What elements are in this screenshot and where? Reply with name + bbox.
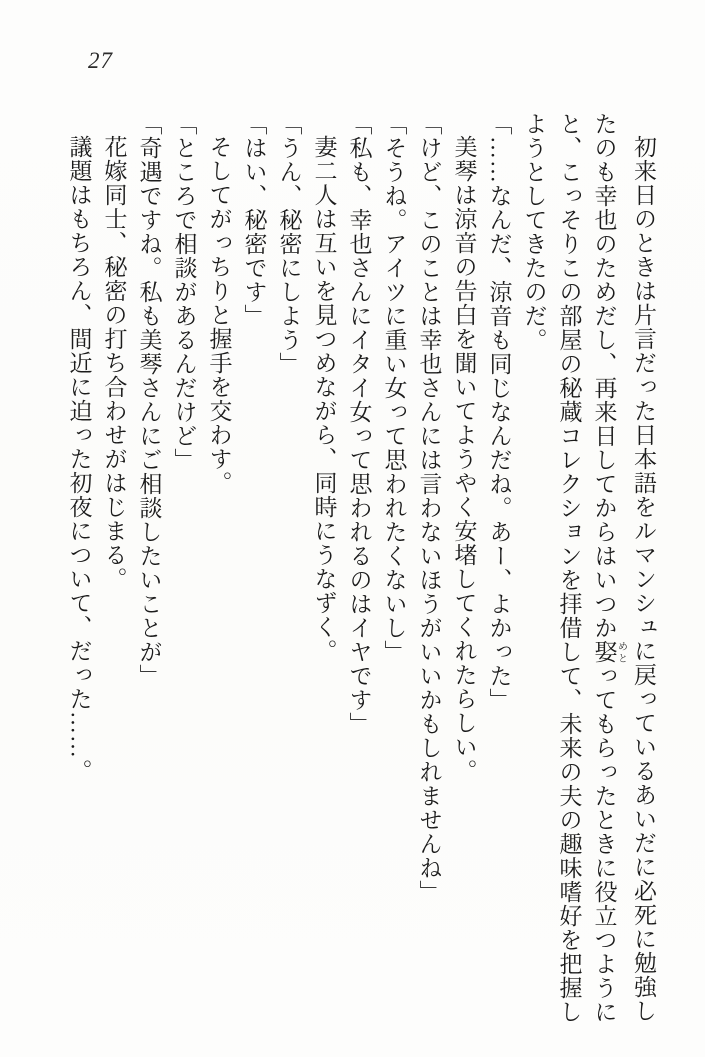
text-line: 美琴は涼音の告白を聞いてようやく安堵してくれたらしい。 <box>451 135 477 783</box>
text-line: 「私も、幸也さんにイタイ女って思われるのはイヤです」 <box>346 112 372 736</box>
text-line: そしてがっちりと握手を交わす。 <box>206 135 232 495</box>
text-line: 「そうね。アイツに重い女って思われたくないし」 <box>381 112 407 664</box>
text-line: 議題はもちろん、間近に迫った初夜について、だった……。 <box>66 135 92 783</box>
text-line: 妻二人は互いを見つめながら、同時にうなずく。 <box>311 135 337 663</box>
text-line: ようとしてきたのだ。 <box>521 112 547 352</box>
text-line: 花嫁同士、秘密の打ち合わせがはじまる。 <box>101 135 127 591</box>
furigana: めと <box>615 640 627 664</box>
text-line: 「ところで相談があるんだけど」 <box>171 112 197 472</box>
page-number: 27 <box>88 48 113 73</box>
text-line: と、こっそりこの部屋の秘蔵コレクションを拝借して、未来の夫の趣味嗜好を把握し <box>556 112 582 1024</box>
ruby-annotated-word: 娶 めと <box>591 640 627 664</box>
text-line: 「けど、このことは幸也さんには言わないほうがいいかもしれませんね」 <box>416 112 442 904</box>
text-line: 初来日のときは片言だった日本語をルマンシュに戻っているあいだに必死に勉強し <box>631 135 656 1023</box>
text-line: 「奇遇ですね。私も美琴さんにご相談したいことが」 <box>136 112 162 688</box>
text-line: 「……なんだ、涼音も同じなんだね。あー、よかった」 <box>486 112 512 712</box>
text-line: たのも幸也のためだし、再来日してからはいつか娶 めとってもらったときに役立つように <box>591 112 627 1024</box>
text-line: 「はい、秘密です」 <box>241 112 267 328</box>
text-line: 「うん、秘密にしよう」 <box>276 112 302 376</box>
text-block <box>62 112 662 1057</box>
